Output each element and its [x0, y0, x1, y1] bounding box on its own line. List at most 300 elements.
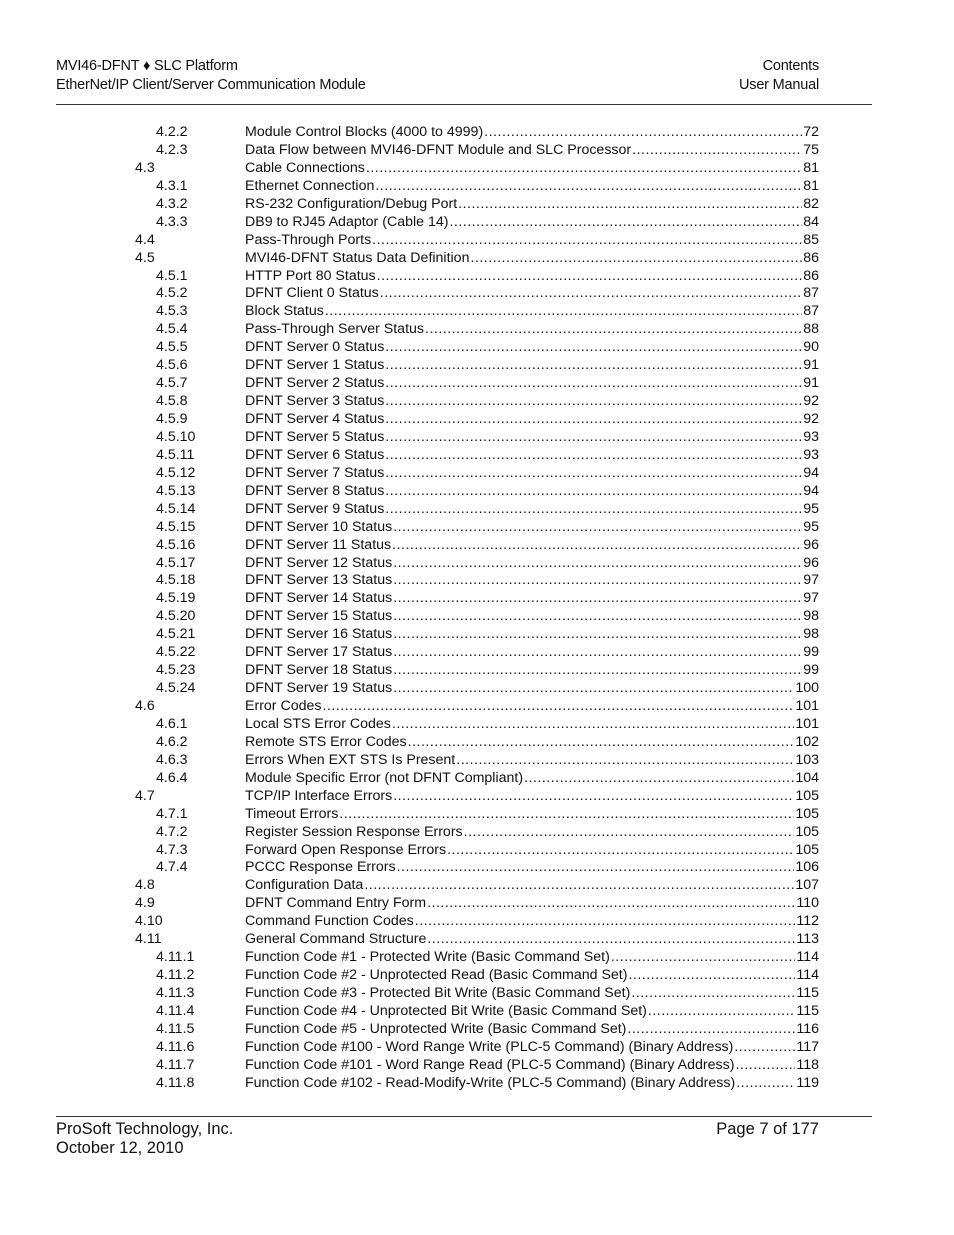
toc-entry-title[interactable]: Function Code #3 - Protected Bit Write (Basic Command Set)	[245, 985, 631, 1001]
toc-entry[interactable]	[0, 339, 954, 357]
toc-entry-line	[245, 752, 819, 770]
toc-entry-number: 4.9	[135, 895, 155, 912]
toc-entry-line	[245, 590, 819, 608]
toc-entry-title[interactable]: Forward Open Response Errors	[245, 841, 447, 858]
toc-entry-number: 4.3.3	[156, 213, 188, 230]
toc-entry-title[interactable]: DFNT Server 17 Status	[245, 644, 393, 661]
toc-entry-line	[245, 124, 819, 142]
toc-entry[interactable]	[0, 698, 954, 716]
dot-leader	[393, 519, 802, 537]
toc-entry-title[interactable]: DB9 to RJ45 Adaptor (Cable 14)	[245, 213, 449, 230]
toc-entry-page: 107	[795, 877, 819, 894]
toc-entry-line	[245, 572, 819, 590]
toc-entry-number: 4.11	[135, 931, 162, 948]
footer-page-number: Page 7 of 177	[716, 1120, 819, 1138]
dot-leader	[385, 465, 802, 483]
toc-entry[interactable]	[0, 232, 954, 250]
footer-right	[716, 1120, 819, 1158]
toc-entry-number: 4.5.10	[156, 428, 196, 445]
toc-entry-line	[245, 375, 819, 393]
toc-entry[interactable]	[0, 268, 954, 286]
toc-entry[interactable]	[0, 985, 954, 1003]
toc-entry-title[interactable]: Remote STS Error Codes	[245, 733, 407, 750]
dot-leader	[372, 232, 802, 250]
dot-leader	[385, 447, 802, 465]
toc-entry-title[interactable]: Function Code #100 - Word Range Write (PLC-5 Command) (Binary Address)	[245, 1038, 734, 1055]
toc-entry-title[interactable]: DFNT Server 19 Status	[245, 680, 393, 697]
toc-entry-title[interactable]: DFNT Server 12 Status	[245, 554, 393, 571]
toc-entry-title[interactable]: DFNT Server 5 Status	[245, 428, 385, 445]
toc-entry[interactable]	[0, 824, 954, 842]
toc-entry-page: 113	[796, 931, 819, 948]
toc-entry-page: 115	[796, 1002, 819, 1019]
toc-entry-page: 101	[795, 715, 819, 732]
dot-leader	[408, 734, 795, 752]
header-divider	[56, 104, 872, 105]
toc-entry-title[interactable]: DFNT Server 11 Status	[245, 536, 392, 553]
toc-entry-number: 4.5.22	[156, 644, 196, 661]
toc-entry-line	[245, 1057, 819, 1075]
toc-entry-page: 72	[803, 124, 819, 140]
toc-entry[interactable]	[0, 250, 954, 268]
toc-entry-title[interactable]: DFNT Server 15 Status	[245, 608, 393, 625]
toc-entry[interactable]	[0, 859, 954, 877]
dot-leader	[385, 483, 802, 501]
toc-entry[interactable]	[0, 590, 954, 608]
toc-entry[interactable]	[0, 608, 954, 626]
toc-entry-line	[245, 1021, 819, 1039]
toc-entry-title[interactable]: PCCC Response Errors	[245, 859, 396, 876]
toc-entry[interactable]	[0, 483, 954, 501]
toc-entry-number: 4.5.13	[156, 482, 196, 499]
toc-entry-title[interactable]: General Command Structure	[245, 931, 427, 948]
toc-entry[interactable]	[0, 537, 954, 555]
toc-entry-line	[245, 303, 819, 321]
toc-entry[interactable]	[0, 877, 954, 895]
toc-entry-title[interactable]: DFNT Server 16 Status	[245, 626, 393, 643]
toc-entry-title[interactable]: DFNT Server 3 Status	[245, 393, 385, 410]
toc-entry-line	[245, 967, 819, 985]
dot-leader	[627, 1021, 795, 1039]
toc-entry-number: 4.6.3	[156, 751, 188, 768]
toc-entry-page: 93	[803, 446, 819, 463]
toc-entry-number: 4.3	[135, 159, 155, 176]
toc-entry-line	[245, 250, 819, 268]
footer-left	[56, 1120, 233, 1158]
toc-entry-page: 104	[795, 769, 819, 786]
toc-entry[interactable]	[0, 734, 954, 752]
toc-entry[interactable]	[0, 501, 954, 519]
toc-entry-number: 4.4	[135, 231, 155, 248]
toc-entry-number: 4.11.6	[156, 1038, 195, 1055]
toc-entry[interactable]	[0, 160, 954, 178]
toc-entry[interactable]	[0, 375, 954, 393]
toc-entry[interactable]	[0, 716, 954, 734]
toc-entry-page: 91	[803, 375, 819, 392]
dot-leader	[385, 357, 802, 375]
toc-entry-title[interactable]: MVI46-DFNT Status Data Definition	[245, 249, 470, 266]
toc-entry[interactable]	[0, 572, 954, 590]
toc-entry-number: 4.2.2	[156, 124, 188, 140]
toc-entry-title[interactable]: DFNT Command Entry Form	[245, 895, 427, 912]
toc-entry-number: 4.11.8	[156, 1074, 195, 1091]
toc-entry-line	[245, 537, 819, 555]
toc-entry[interactable]	[0, 1021, 954, 1039]
toc-entry-title[interactable]: Register Session Response Errors	[245, 823, 463, 840]
toc-entry-title[interactable]: DFNT Server 7 Status	[245, 464, 385, 481]
toc-entry-page: 84	[803, 213, 819, 230]
toc-entry-page: 103	[795, 751, 819, 768]
toc-entry-number: 4.5.4	[156, 321, 188, 338]
dot-leader	[427, 931, 795, 949]
toc-entry-page: 96	[803, 554, 819, 571]
toc-entry-page: 82	[803, 195, 819, 212]
toc-entry[interactable]	[0, 465, 954, 483]
toc-entry-page: 88	[803, 321, 819, 338]
page-footer	[56, 1120, 819, 1158]
toc-entry[interactable]	[0, 124, 954, 142]
header-right	[739, 57, 819, 95]
dot-leader	[628, 967, 795, 985]
toc-entry-number: 4.5.17	[156, 554, 196, 571]
toc-entry-page: 94	[803, 464, 819, 481]
toc-entry-number: 4.5.11	[156, 446, 195, 463]
toc-entry-page: 87	[803, 285, 819, 302]
dot-leader	[322, 698, 794, 716]
toc-entry-title[interactable]: Function Code #4 - Unprotected Bit Write (Basic Command Set)	[245, 1002, 647, 1019]
toc-entry-line	[245, 716, 819, 734]
toc-entry-page: 102	[795, 733, 819, 750]
toc-entry[interactable]	[0, 967, 954, 985]
dot-leader	[325, 303, 802, 321]
toc-entry-page: 99	[803, 644, 819, 661]
toc-entry-title[interactable]: Errors When EXT STS Is Present	[245, 751, 456, 768]
toc-entry-number: 4.3.2	[156, 195, 188, 212]
header-product-title: MVI46-DFNT ♦ SLC Platform	[56, 58, 238, 74]
toc-entry[interactable]	[0, 949, 954, 967]
toc-entry-title[interactable]: DFNT Server 4 Status	[245, 411, 385, 427]
toc-entry[interactable]	[0, 895, 954, 913]
toc-entry-title[interactable]: Pass-Through Server Status	[245, 321, 424, 338]
dot-leader	[380, 285, 802, 303]
toc-entry[interactable]	[0, 393, 954, 411]
toc-entry-title[interactable]: RS-232 Configuration/Debug Port	[245, 195, 458, 212]
toc-entry-number: 4.5.15	[156, 518, 196, 535]
dot-leader	[447, 842, 794, 860]
toc-entry-title[interactable]: DFNT Client 0 Status	[245, 285, 379, 302]
toc-entry[interactable]	[0, 644, 954, 662]
toc-entry-number: 4.11.5	[156, 1020, 195, 1037]
toc-entry-line	[245, 285, 819, 303]
toc-entry-line	[245, 357, 819, 375]
toc-entry-line	[245, 662, 819, 680]
toc-entry-number: 4.5.6	[156, 357, 188, 374]
toc-entry-title[interactable]: Ethernet Connection	[245, 177, 375, 194]
toc-entry-number: 4.10	[135, 913, 163, 930]
toc-entry[interactable]	[0, 357, 954, 375]
toc-entry-title[interactable]: HTTP Port 80 Status	[245, 267, 376, 284]
toc-entry-line	[245, 949, 819, 967]
toc-entry-page: 98	[803, 608, 819, 625]
toc-entry-number: 4.5.3	[156, 303, 188, 320]
dot-leader	[364, 877, 794, 895]
toc-entry-page: 118	[796, 1056, 819, 1073]
toc-entry-title[interactable]: Function Code #102 - Read-Modify-Write (PLC-5 Command) (Binary Address)	[245, 1074, 736, 1091]
toc-entry-page: 105	[795, 787, 819, 804]
toc-entry-number: 4.5.1	[156, 267, 188, 284]
toc-entry-line	[245, 842, 819, 860]
toc-entry-number: 4.6.1	[156, 715, 188, 732]
toc-entry-number: 4.5.12	[156, 464, 196, 481]
toc-entry-line	[245, 196, 819, 214]
dot-leader	[385, 429, 802, 447]
toc-entry-page: 90	[803, 339, 819, 356]
toc-entry-line	[245, 680, 819, 698]
dot-leader	[393, 572, 802, 590]
toc-entry[interactable]	[0, 429, 954, 447]
toc-entry-page: 75	[803, 141, 819, 158]
toc-entry-line	[245, 626, 819, 644]
toc-entry[interactable]	[0, 752, 954, 770]
header-document-type: User Manual	[739, 77, 819, 93]
toc-entry-line	[245, 429, 819, 447]
toc-entry[interactable]	[0, 788, 954, 806]
toc-entry[interactable]	[0, 913, 954, 931]
toc-entry-number: 4.7.3	[156, 841, 188, 858]
dot-leader	[415, 913, 796, 931]
toc-entry-number: 4.5.24	[156, 680, 196, 697]
toc-entry-page: 119	[796, 1074, 819, 1091]
toc-entry-title[interactable]: Block Status	[245, 303, 324, 320]
toc-entry-page: 86	[803, 267, 819, 284]
toc-entry-number: 4.5.2	[156, 285, 188, 302]
toc-entry[interactable]	[0, 411, 954, 429]
toc-entry[interactable]	[0, 142, 954, 160]
dot-leader	[385, 339, 802, 357]
toc-entry-page: 92	[803, 411, 819, 427]
toc-entry-line	[245, 339, 819, 357]
dot-leader	[385, 501, 802, 519]
dot-leader	[393, 662, 802, 680]
dot-leader	[458, 196, 802, 214]
dot-leader	[393, 644, 802, 662]
footer-divider	[56, 1116, 872, 1117]
toc-entry-line	[245, 698, 819, 716]
toc-entry-number: 4.5.20	[156, 608, 196, 625]
toc-entry-title[interactable]: DFNT Server 8 Status	[245, 482, 385, 499]
toc-entry-title[interactable]: Command Function Codes	[245, 913, 414, 930]
toc-entry[interactable]	[0, 680, 954, 698]
toc-entry-title[interactable]: DFNT Server 6 Status	[245, 446, 385, 463]
toc-entry-page: 95	[803, 500, 819, 517]
dot-leader	[375, 178, 802, 196]
toc-entry-number: 4.5.14	[156, 500, 196, 517]
toc-entry-line	[245, 931, 819, 949]
toc-entry-title[interactable]: Local STS Error Codes	[245, 715, 391, 732]
toc-entry-line	[245, 142, 819, 160]
footer-company: ProSoft Technology, Inc.	[56, 1120, 234, 1138]
dot-leader	[393, 788, 794, 806]
toc-entry-title[interactable]: Timeout Errors	[245, 805, 339, 822]
toc-entry-page: 91	[803, 357, 819, 374]
toc-entry[interactable]	[0, 1039, 954, 1057]
toc-entry-page: 85	[803, 231, 819, 248]
toc-entry-page: 81	[803, 159, 819, 176]
toc-entry-title[interactable]: DFNT Server 2 Status	[245, 375, 385, 392]
toc-entry[interactable]	[0, 626, 954, 644]
toc-entry-line	[245, 824, 819, 842]
toc-entry-line	[245, 913, 819, 931]
dot-leader	[366, 160, 802, 178]
header-section-name: Contents	[762, 58, 819, 74]
toc-entry-title[interactable]: Configuration Data	[245, 877, 364, 894]
toc-entry-page: 92	[803, 393, 819, 410]
dot-leader	[464, 824, 795, 842]
toc-entry-number: 4.7.1	[156, 805, 188, 822]
toc-entry-number: 4.3.1	[156, 177, 188, 194]
toc-entry[interactable]	[0, 1075, 954, 1093]
toc-entry-line	[245, 232, 819, 250]
dot-leader	[632, 142, 802, 160]
toc-entry-title[interactable]: Cable Connections	[245, 159, 365, 176]
toc-entry-page: 93	[803, 428, 819, 445]
toc-entry-page: 114	[796, 967, 819, 984]
dot-leader	[393, 590, 802, 608]
toc-entry-page: 106	[795, 859, 819, 876]
toc-entry[interactable]	[0, 196, 954, 214]
toc-entry-line	[245, 985, 819, 1003]
toc-entry-number: 4.11.7	[156, 1056, 195, 1073]
toc-entry[interactable]	[0, 447, 954, 465]
toc-entry-title[interactable]: DFNT Server 18 Status	[245, 662, 393, 679]
toc-entry-title[interactable]: Pass-Through Ports	[245, 231, 372, 248]
toc-entry-number: 4.5.16	[156, 536, 196, 553]
toc-entry-number: 4.5.23	[156, 662, 196, 679]
toc-entry-number: 4.11.3	[156, 985, 195, 1001]
toc-entry-number: 4.6.2	[156, 733, 188, 750]
dot-leader	[427, 895, 795, 913]
toc-entry-line	[245, 555, 819, 573]
toc-entry-line	[245, 770, 819, 788]
toc-entry-line	[245, 734, 819, 752]
toc-entry-line	[245, 214, 819, 232]
toc-entry-number: 4.6.4	[156, 769, 188, 786]
toc-entry[interactable]	[0, 1003, 954, 1021]
toc-entry-line	[245, 1075, 819, 1093]
toc-entry-page: 95	[803, 518, 819, 535]
toc-entry-number: 4.11.2	[156, 967, 195, 984]
dot-leader	[456, 752, 794, 770]
page-header	[56, 57, 819, 95]
toc-entry-title[interactable]: Module Specific Error (not DFNT Compliant)	[245, 769, 524, 786]
toc-entry-title[interactable]: Function Code #101 - Word Range Read (PLC-5 Command) (Binary Address)	[245, 1056, 735, 1073]
toc-entry[interactable]	[0, 931, 954, 949]
toc-entry-line	[245, 501, 819, 519]
toc-entry-title[interactable]: DFNT Server 0 Status	[245, 339, 385, 356]
toc-entry-title[interactable]: Module Control Blocks (4000 to 4999)	[245, 124, 484, 140]
toc-entry[interactable]	[0, 519, 954, 537]
dot-leader	[397, 859, 795, 877]
dot-leader	[385, 375, 802, 393]
toc-entry-number: 4.5.5	[156, 339, 188, 356]
dot-leader	[449, 214, 802, 232]
toc-entry-title[interactable]: Function Code #1 - Protected Write (Basic Command Set)	[245, 949, 610, 966]
toc-entry-title[interactable]: DFNT Server 13 Status	[245, 572, 393, 589]
dot-leader	[385, 411, 802, 429]
toc-entry-title[interactable]: Data Flow between MVI46-DFNT Module and SLC Processor	[245, 141, 632, 158]
toc-entry-title[interactable]: Function Code #5 - Unprotected Write (Basic Command Set)	[245, 1020, 627, 1037]
dot-leader	[377, 268, 803, 286]
toc-entry[interactable]	[0, 806, 954, 824]
toc-entry-page: 97	[803, 572, 819, 589]
toc-entry-line	[245, 447, 819, 465]
toc-entry-page: 110	[796, 895, 819, 912]
dot-leader	[631, 985, 795, 1003]
toc-entry-number: 4.5.7	[156, 375, 188, 392]
toc-entry-number: 4.11.1	[156, 949, 195, 966]
dot-leader	[393, 555, 802, 573]
toc-entry-title[interactable]: TCP/IP Interface Errors	[245, 787, 393, 804]
toc-entry-number: 4.5.8	[156, 393, 188, 410]
toc-entry-title[interactable]: Error Codes	[245, 698, 322, 714]
header-left	[56, 57, 366, 95]
toc-entry-page: 96	[803, 536, 819, 553]
toc-entry-page: 86	[803, 249, 819, 266]
toc-entry-page: 97	[803, 590, 819, 607]
toc-entry[interactable]	[0, 214, 954, 232]
dot-leader	[339, 806, 794, 824]
toc-entry[interactable]	[0, 178, 954, 196]
dot-leader	[484, 124, 802, 142]
header-product-subtitle: EtherNet/IP Client/Server Communication Module	[56, 77, 366, 93]
toc-entry[interactable]	[0, 842, 954, 860]
toc-entry-number: 4.2.3	[156, 141, 188, 158]
toc-entry-line	[245, 644, 819, 662]
toc-entry-number: 4.8	[135, 877, 155, 894]
toc-entry-page: 105	[795, 823, 819, 840]
toc-entry[interactable]	[0, 285, 954, 303]
dot-leader	[393, 680, 794, 698]
toc-entry[interactable]	[0, 770, 954, 788]
toc-entry[interactable]	[0, 555, 954, 573]
toc-entry-title[interactable]: DFNT Server 9 Status	[245, 500, 385, 517]
toc-entry-title[interactable]: DFNT Server 14 Status	[245, 590, 393, 607]
dot-leader	[393, 608, 802, 626]
toc-entry-line	[245, 160, 819, 178]
dot-leader	[425, 321, 802, 339]
dot-leader	[648, 1003, 795, 1021]
toc-entry-line	[245, 1003, 819, 1021]
toc-entry-title[interactable]: DFNT Server 1 Status	[245, 357, 385, 374]
toc-entry-title[interactable]: DFNT Server 10 Status	[245, 518, 393, 535]
toc-entry[interactable]	[0, 321, 954, 339]
toc-entry-page: 114	[796, 949, 819, 966]
toc-entry-line	[245, 895, 819, 913]
toc-entry-page: 81	[803, 177, 819, 194]
toc-entry-page: 115	[796, 985, 819, 1001]
toc-entry-page: 105	[795, 841, 819, 858]
toc-entry-line	[245, 268, 819, 286]
toc-entry-page: 99	[803, 662, 819, 679]
toc-entry[interactable]	[0, 662, 954, 680]
toc-entry-number: 4.5.9	[156, 411, 188, 427]
toc-entry-line	[245, 178, 819, 196]
toc-entry-line	[245, 465, 819, 483]
toc-entry-title[interactable]: Function Code #2 - Unprotected Read (Basic Command Set)	[245, 967, 628, 984]
dot-leader	[734, 1039, 795, 1057]
toc-entry[interactable]	[0, 303, 954, 321]
toc-entry[interactable]	[0, 1057, 954, 1075]
